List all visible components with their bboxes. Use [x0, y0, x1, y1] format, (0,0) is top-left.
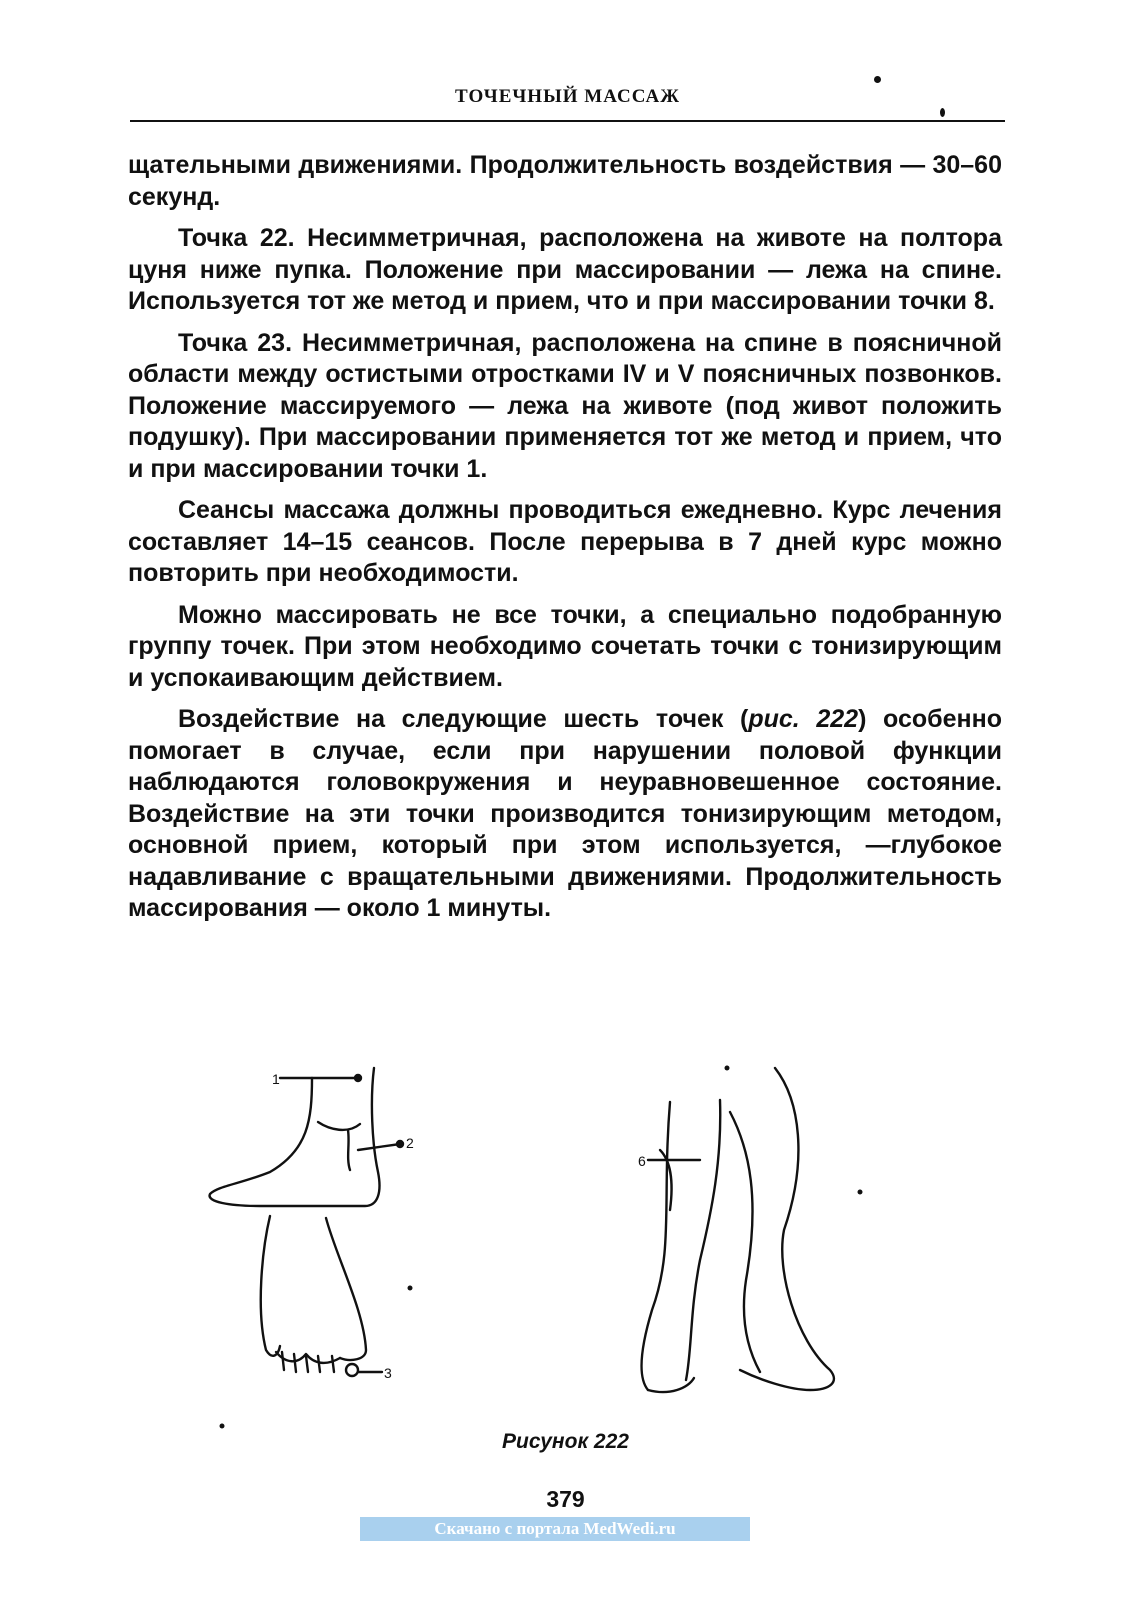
paragraph: Точка 22. Несимметричная, расположена на животе на полтора цуня ниже пупка. Положение при массировании — лежа на спине. Используется тот же метод и прием, что и при массировании точки 8. — [128, 224, 1002, 315]
watermark-banner: Скачано с портала MedWedi.ru — [360, 1517, 750, 1541]
point-label-3: 3 — [384, 1365, 392, 1381]
paragraph: Можно массировать не все точки, а специально подобранную группу точек. При этом необходимо сочетать точки с тонизирующим и успокаивающим действием. — [128, 600, 1002, 692]
paragraph-text: ) особенно помогает в случае, если при нарушении половой функции наблюдаются головокружения и неуравновешенное состояние. Воздействие на эти точки производится тонизирующим методом, основной прием, который при этом используется, —глубокое надавливание с вращательными движениями. Продолжительность массирования — около 1 минуты. — [128, 705, 1002, 922]
scan-speck — [874, 76, 881, 83]
paragraph: Сеансы массажа должны проводиться ежедневно. Курс лечения составляет 14–15 сеансов. После перерыва в 7 дней курс можно повторить при необходимости. — [128, 496, 1002, 587]
body-text — [128, 150, 1002, 935]
point-label-1: 1 — [272, 1071, 280, 1087]
figure-222 — [200, 1060, 880, 1440]
foot-and-leg-illustration — [200, 1060, 880, 1440]
point-label-2: 2 — [406, 1135, 414, 1151]
point-label-6: 6 — [638, 1153, 646, 1169]
figure-caption: Рисунок 222 — [502, 1430, 629, 1453]
foot-front-view — [261, 1216, 392, 1381]
running-head: ТОЧЕЧНЫЙ МАССАЖ — [455, 86, 680, 107]
paragraph-text: Воздействие на следующие шесть точек ( — [178, 705, 749, 733]
legs-illustration — [220, 1066, 863, 1429]
scan-speck — [940, 108, 945, 117]
point-2-leader — [358, 1144, 400, 1150]
page-number: 379 — [546, 1486, 585, 1512]
paragraph — [128, 704, 1002, 925]
foot-side-view — [210, 1068, 414, 1206]
figure-reference: рис. 222 — [748, 705, 859, 733]
paragraph: щательными движениями. Продолжительность воздействия — 30–60 секунд. — [128, 151, 1002, 211]
header-rule — [130, 120, 1005, 122]
paragraph: Точка 23. Несимметричная, расположена на спине в поясничной области между остистыми отростками IV и V поясничных позвонков. Положение массируемого — лежа на животе (под живот положить подушку). При массировании применяется тот же метод и прием, что и при массировании точки 1. — [128, 328, 1002, 483]
